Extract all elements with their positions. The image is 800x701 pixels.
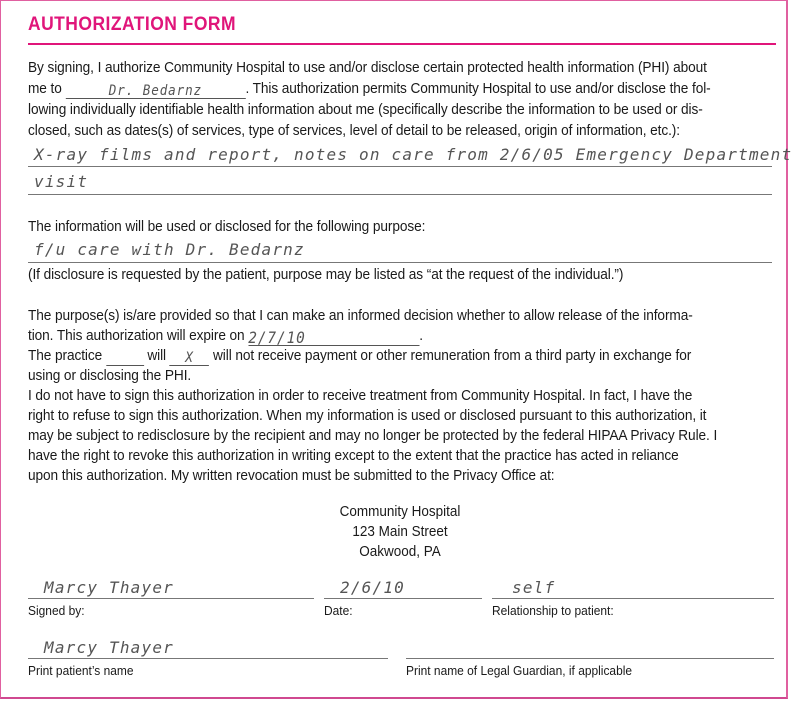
address-name: Community Hospital: [339, 503, 461, 520]
address-city: Oakwood, PA: [359, 543, 441, 560]
will-not-text: will not receive payment or other remuneration from a third party in exchange for: [213, 347, 692, 364]
info-description-line-1[interactable]: X-ray films and report, notes on care from 2/6/05 Emergency Department: [34, 145, 793, 164]
guardian-name-label: Print name of Legal Guardian, if applicable: [406, 663, 633, 678]
expire-date-value: 2/7/10: [248, 328, 306, 347]
terms-line-9: upon this authorization. My written revocation must be submitted to the Privacy Office at:: [28, 467, 555, 484]
expire-text: tion. This authorization will expire on: [28, 327, 245, 344]
relationship-label: Relationship to patient:: [492, 603, 614, 618]
purpose-rule: [28, 262, 772, 263]
terms-line-4: using or disclosing the PHI.: [28, 367, 192, 384]
print-patient-name-label: Print patient’s name: [28, 663, 134, 678]
intro-line-4: closed, such as dates(s) of services, type of services, level of detail to be released, origin of information, etc.):: [28, 122, 680, 139]
terms-line-2: [28, 326, 423, 346]
date-value[interactable]: 2/6/10: [340, 578, 405, 597]
signed-by-label: Signed by:: [28, 603, 85, 618]
title-divider: [28, 43, 776, 45]
print-patient-name-rule: [28, 658, 388, 659]
relationship-rule: [492, 598, 774, 599]
print-patient-name-value[interactable]: Marcy Thayer: [44, 638, 174, 657]
info-rule-1: [28, 166, 772, 167]
terms-line-1: The purpose(s) is/are provided so that I can make an informed decision whether to allow release of the informa-: [28, 307, 693, 324]
date-label: Date:: [324, 603, 353, 618]
address-street: 123 Main Street: [352, 523, 448, 540]
intro-me-to: me to: [28, 80, 62, 97]
intro-line-2-rest: . This authorization permits Community Hospital to use and/or disclose the fol-: [245, 80, 711, 97]
intro-line-3: lowing individually identifiable health information about me (specifically describe the information to be used or dis-: [28, 101, 703, 118]
info-rule-2: [28, 194, 772, 195]
signed-by-rule: [28, 598, 314, 599]
terms-line-3: [28, 346, 691, 366]
recipient-value: Dr. Bedarnz: [108, 83, 203, 99]
terms-line-6: right to refuse to sign this authorization. When my information is used or disclosed pursuant to this authorization, it: [28, 407, 707, 424]
practice-text: The practice: [28, 347, 103, 364]
expire-date-field[interactable]: [248, 329, 419, 346]
intro-line-1: By signing, I authorize Community Hospital to use and/or disclose certain protected health information (PHI) about: [28, 59, 707, 76]
will-text: will: [147, 347, 166, 364]
guardian-name-rule: [406, 658, 774, 659]
info-description-line-2[interactable]: visit: [34, 172, 89, 191]
terms-line-7: may be subject to redisclosure by the recipient and may no longer be protected by the federal HIPAA Privacy Rule. I: [28, 427, 718, 444]
will-not-mark: X: [185, 350, 194, 366]
purpose-value[interactable]: f/u care with Dr. Bedarnz: [34, 240, 305, 259]
purpose-label: The information will be used or disclosed for the following purpose:: [28, 218, 426, 235]
will-checkbox-blank[interactable]: [106, 349, 144, 366]
date-rule: [324, 598, 482, 599]
signed-by-value[interactable]: Marcy Thayer: [44, 578, 174, 597]
will-not-checkbox-blank[interactable]: [170, 349, 210, 366]
recipient-field[interactable]: [65, 82, 245, 99]
intro-line-2: [28, 79, 711, 99]
terms-line-8: have the right to revoke this authorization in writing except to the extent that the practice has acted in reliance: [28, 447, 679, 464]
expire-period: .: [419, 327, 424, 344]
terms-line-5: I do not have to sign this authorization in order to receive treatment from Community Hospital. In fact, I have the: [28, 387, 693, 404]
relationship-value[interactable]: self: [512, 578, 556, 597]
purpose-note: (If disclosure is requested by the patient, purpose may be listed as “at the request of the individual.”): [28, 266, 624, 283]
form-title: AUTHORIZATION FORM: [28, 14, 236, 35]
